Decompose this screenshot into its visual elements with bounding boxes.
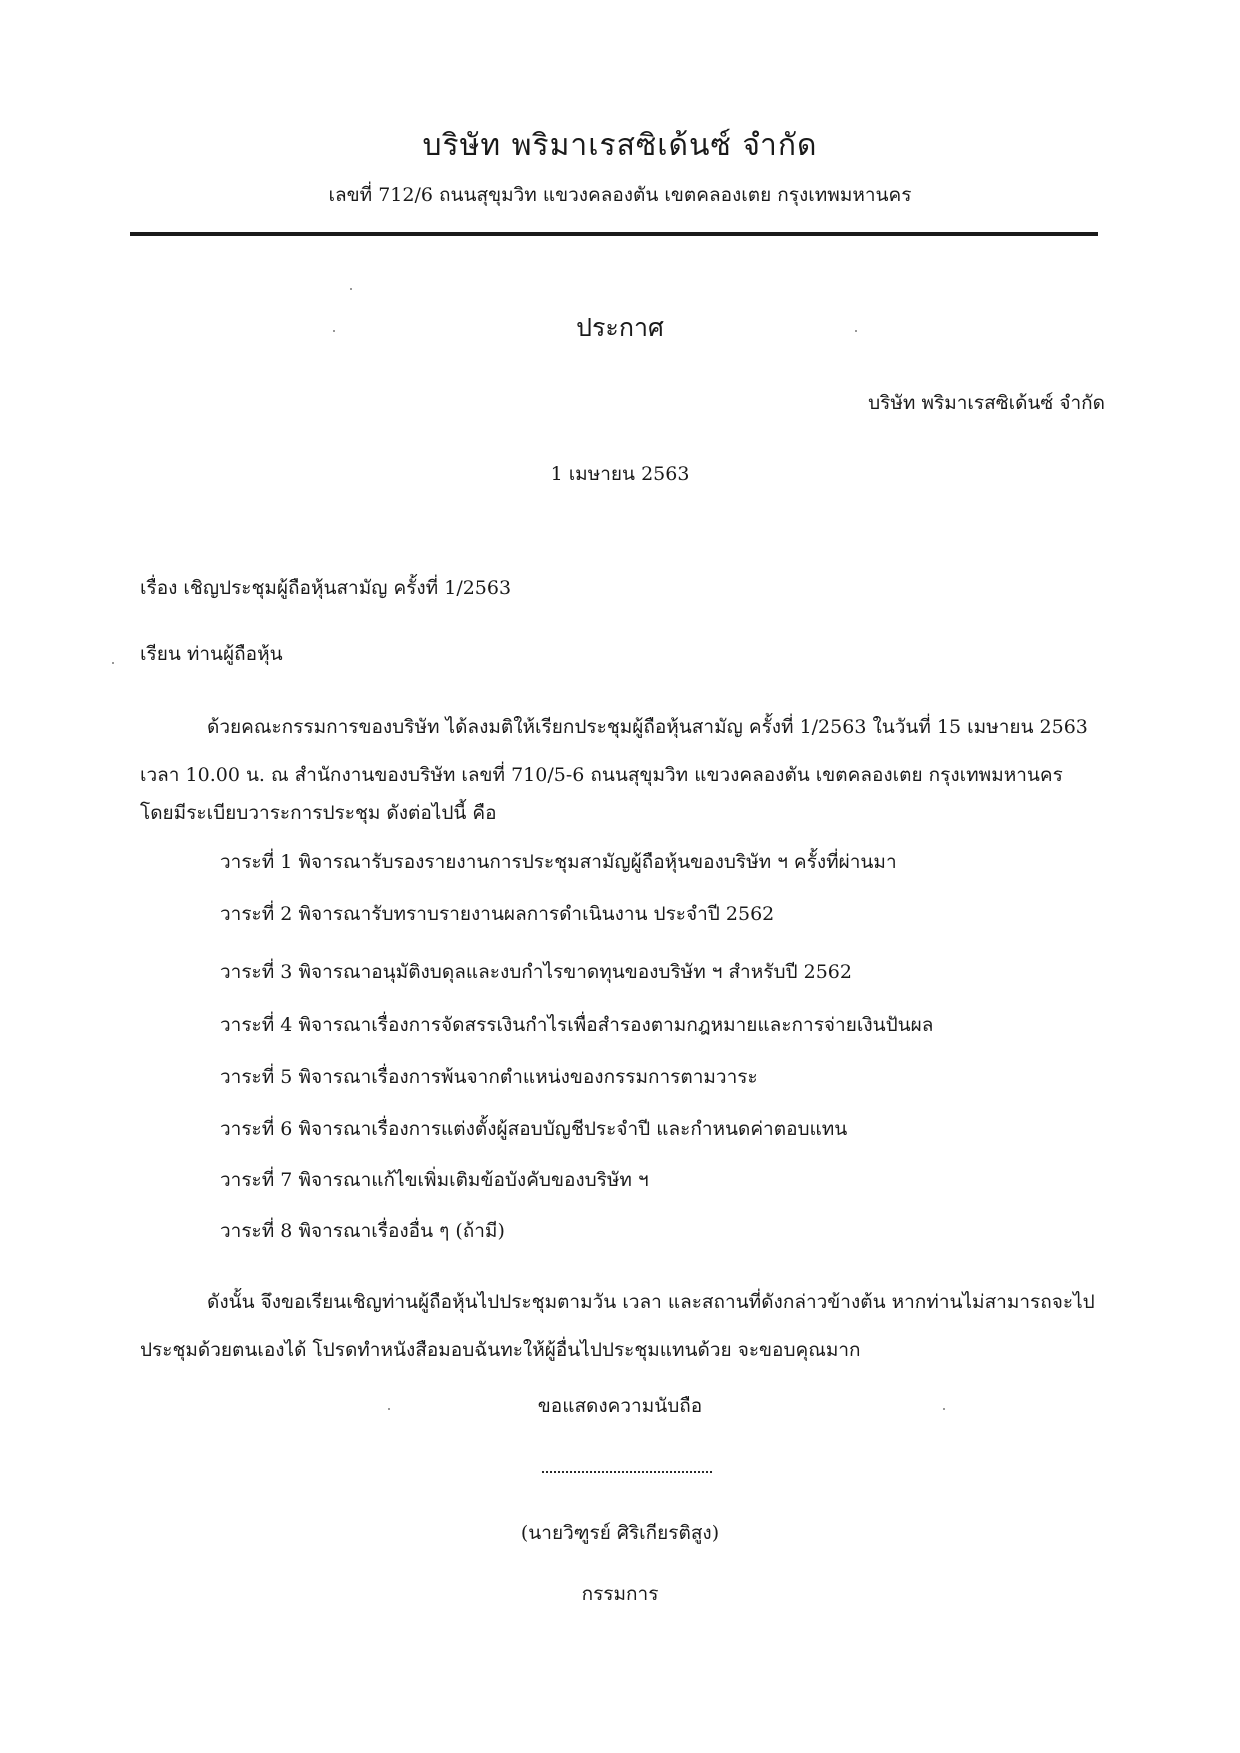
scan-speck bbox=[333, 330, 335, 332]
announcement-title: ประกาศ bbox=[576, 313, 664, 342]
letter-recipient: เรียน ท่านผู้ถือหุ้น bbox=[140, 643, 283, 665]
signer-position: กรรมการ bbox=[581, 1583, 659, 1605]
agenda-item: วาระที่ 2 พิจารณารับทราบรายงานผลการดำเนินงาน ประจำปี 2562 bbox=[220, 903, 775, 925]
agenda-item: วาระที่ 7 พิจารณาแก้ไขเพิ่มเติมข้อบังคับของบริษัท ฯ bbox=[220, 1169, 649, 1191]
scan-speck bbox=[350, 288, 352, 290]
header-divider bbox=[130, 232, 1098, 236]
agenda-item: วาระที่ 8 พิจารณาเรื่องอื่น ๆ (ถ้ามี) bbox=[220, 1220, 505, 1242]
company-address: เลขที่ 712/6 ถนนสุขุมวิท แขวงคลองตัน เขตคลองเตย กรุงเทพมหานคร bbox=[328, 184, 912, 206]
agenda-item: วาระที่ 3 พิจารณาอนุมัติงบดุลและงบกำไรขาดทุนของบริษัท ฯ สำหรับปี 2562 bbox=[220, 961, 852, 983]
closing-line: ดังนั้น จึงขอเรียนเชิญท่านผู้ถือหุ้นไปประชุมตามวัน เวลา และสถานที่ดังกล่าวข้างต้น หากท่านไม่สามารถจะไป bbox=[207, 1291, 1095, 1313]
scan-speck bbox=[112, 662, 114, 664]
letter-subject: เรื่อง เชิญประชุมผู้ถือหุ้นสามัญ ครั้งที่ 1/2563 bbox=[140, 577, 512, 599]
agenda-item: วาระที่ 6 พิจารณาเรื่องการแต่งตั้งผู้สอบบัญชีประจำปี และกำหนดค่าตอบแทน bbox=[220, 1118, 848, 1140]
scan-speck bbox=[855, 330, 857, 332]
agenda-item: วาระที่ 5 พิจารณาเรื่องการพ้นจากตำแหน่งของกรรมการตามวาระ bbox=[220, 1066, 758, 1088]
scan-speck bbox=[943, 1408, 945, 1410]
agenda-item: วาระที่ 4 พิจารณาเรื่องการจัดสรรเงินกำไรเพื่อสำรองตามกฎหมายและการจ่ายเงินปันผล bbox=[220, 1014, 934, 1036]
signature-line bbox=[542, 1471, 712, 1473]
intro-line: โดยมีระเบียบวาระการประชุม ดังต่อไปนี้ คือ bbox=[140, 802, 497, 824]
company-name: บริษัท พริมาเรสซิเด้นซ์ จำกัด bbox=[422, 128, 818, 163]
intro-line: เวลา 10.00 น. ณ สำนักงานของบริษัท เลขที่ 710/5-6 ถนนสุขุมวิท แขวงคลองตัน เขตคลองเตย กรุงเทพมหานคร bbox=[140, 764, 1063, 786]
closing-line: ประชุมด้วยตนเองได้ โปรดทำหนังสือมอบฉันทะให้ผู้อื่นไปประชุมแทนด้วย จะขอบคุณมาก bbox=[140, 1339, 861, 1361]
announcement-issuer: บริษัท พริมาเรสซิเด้นซ์ จำกัด bbox=[868, 392, 1105, 414]
announcement-date: 1 เมษายน 2563 bbox=[550, 463, 690, 485]
regards-text: ขอแสดงความนับถือ bbox=[537, 1395, 703, 1417]
scan-speck bbox=[388, 1408, 390, 1410]
intro-line: ด้วยคณะกรรมการของบริษัท ได้ลงมติให้เรียกประชุมผู้ถือหุ้นสามัญ ครั้งที่ 1/2563 ในวันที่ 15 เมษายน 2563 bbox=[207, 716, 1088, 738]
signer-name: (นายวิฑูรย์ ศิริเกียรติสูง) bbox=[520, 1522, 720, 1544]
agenda-item: วาระที่ 1 พิจารณารับรองรายงานการประชุมสามัญผู้ถือหุ้นของบริษัท ฯ ครั้งที่ผ่านมา bbox=[220, 851, 897, 873]
